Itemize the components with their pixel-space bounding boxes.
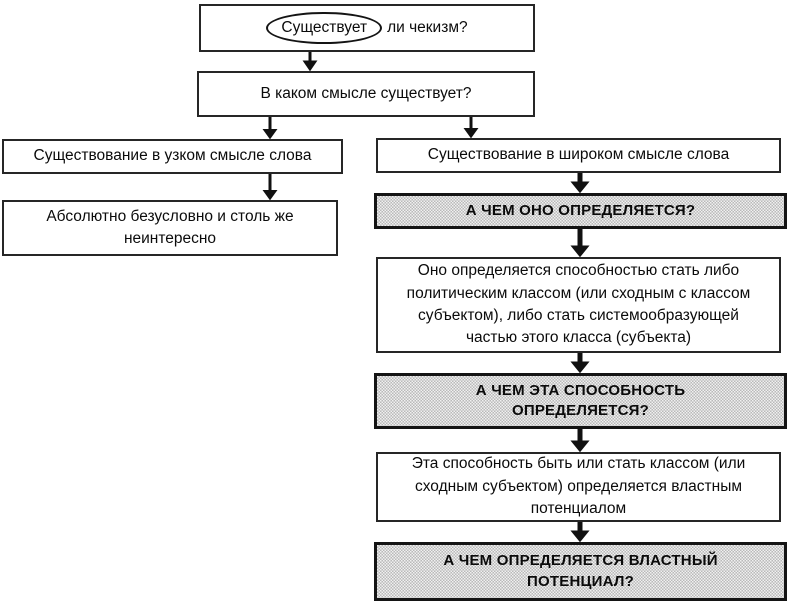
node-broad-sense xyxy=(376,138,781,173)
arrow-sense-to-broad xyxy=(465,117,478,138)
arrow-potential-to-qpotential xyxy=(572,522,589,542)
node-exists-question-text: ли чекизм? xyxy=(387,18,468,36)
node-potential-answer xyxy=(376,452,781,522)
arrow-qdefined-to-ability xyxy=(572,229,589,257)
arrow-qability-to-potential xyxy=(572,429,589,452)
arrow-ability-to-qability xyxy=(572,353,589,373)
node-sense-question-label: В каком смысле существует? xyxy=(260,84,472,102)
arrow-broad-to-qdefined xyxy=(572,173,589,193)
node-broad-sense-label: Существование в широком смысле слова xyxy=(427,146,730,164)
arrow-sense-to-narrow xyxy=(264,117,277,139)
node-question-ability xyxy=(374,373,787,429)
circled-word-ellipse xyxy=(266,12,382,44)
node-narrow-sense-label: Существование в узком смысле слова xyxy=(33,147,312,165)
node-ability-answer xyxy=(376,257,781,353)
node-question-defined-by-label: А ЧЕМ ОНО ОПРЕДЕЛЯЕТСЯ? xyxy=(465,202,696,220)
node-question-potential xyxy=(374,542,787,601)
arrow-exists-to-sense xyxy=(304,52,317,71)
node-exists-question xyxy=(199,4,535,52)
node-narrow-sense xyxy=(2,139,343,174)
arrow-narrow-to-answer xyxy=(264,174,277,200)
node-narrow-answer-label: Абсолютно безусловно и столь же неинтересно xyxy=(46,207,294,247)
node-question-defined-by xyxy=(374,193,787,229)
circled-word-text: Существует xyxy=(281,18,368,36)
node-question-potential-label: А ЧЕМ ОПРЕДЕЛЯЕТСЯ ВЛАСТНЫЙ ПОТЕНЦИАЛ? xyxy=(443,552,718,590)
node-potential-answer-label: Эта способность быть или стать классом (или сходным субъектом) определяется властным потенциалом xyxy=(411,455,746,518)
node-ability-answer-label: Оно определяется способностью стать либо политическим классом (или сходным с классом субъектом), либо стать системообразующей частью этого класса (субъекта) xyxy=(406,262,751,347)
node-narrow-answer xyxy=(2,200,338,256)
node-question-ability-label: А ЧЕМ ЭТА СПОСОБНОСТЬ ОПРЕДЕЛЯЕТСЯ? xyxy=(475,381,686,419)
node-sense-question xyxy=(197,71,535,117)
